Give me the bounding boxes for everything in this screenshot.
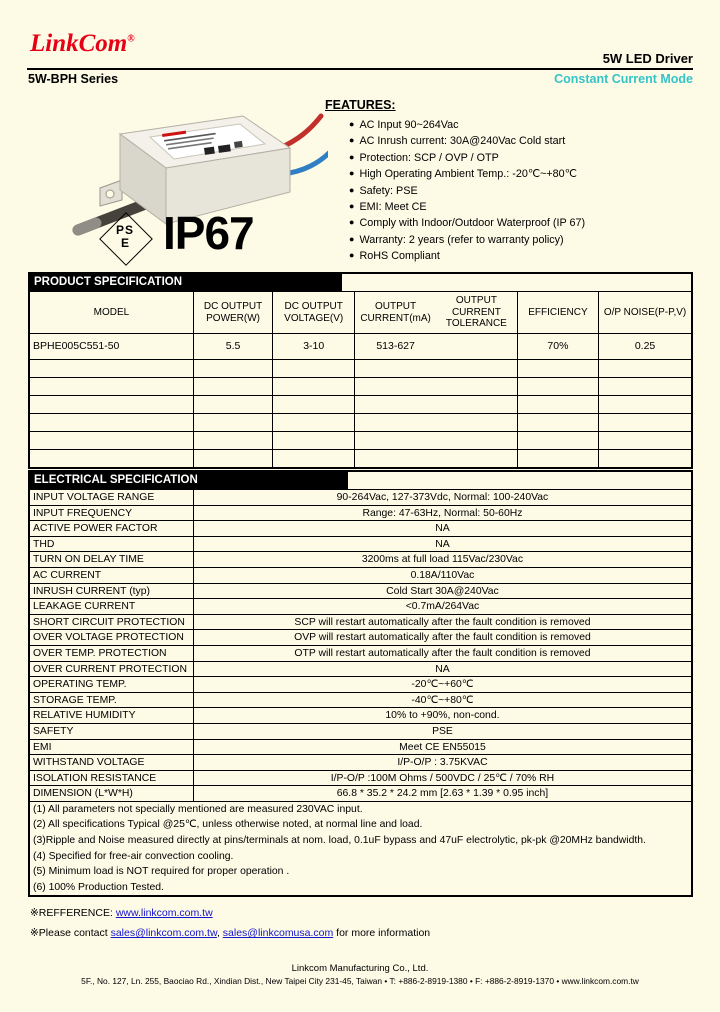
reference-label: ※REFFERENCE: (30, 907, 116, 919)
table-row: RELATIVE HUMIDITY 10% to +90%, non-cond. (30, 707, 691, 723)
features-list (325, 117, 695, 265)
company-name: Linkcom Manufacturing Co., Ltd. (291, 963, 429, 974)
registered-mark: ® (127, 33, 135, 45)
feature-item: ● Safety: PSE (349, 184, 418, 197)
ip67-rating: IP67 (163, 207, 254, 259)
col-header-voltage: DC OUTPUT VOLTAGE(V) (273, 292, 355, 333)
mode-subtitle: Constant Current Mode (554, 72, 693, 86)
website-link[interactable]: www.linkcom.com.tw (115, 907, 213, 919)
bullet-icon: ● (349, 135, 355, 146)
company-address: 5F., No. 127, Ln. 255, Baociao Rd., Xindian Dist., New Taipei City 231-45, Taiwan • T: +886-2-8919-1380 • F: +886-2-8919-1370 • www.linkcom.com.tw (81, 976, 639, 986)
table-row: STORAGE TEMP. -40℃~+80℃ (30, 692, 691, 708)
table-row: AC CURRENT 0.18A/110Vac (30, 567, 691, 583)
feature-item: ● Comply with Indoor/Outdoor Waterproof (IP 67) (349, 217, 586, 230)
note-item: (2) All specifications Typical @25℃, unless otherwise noted, at normal line and load. (33, 819, 423, 831)
empty-table-row (30, 359, 691, 377)
col-header-tolerance: OUTPUT CURRENT TOLERANCE (445, 295, 507, 330)
table-row: OPERATING TEMP. -20℃~+60℃ (30, 676, 691, 692)
notes-section (30, 801, 691, 896)
table-row: OVER CURRENT PROTECTION NA (30, 661, 691, 677)
product-spec-table (28, 272, 693, 469)
cell-current: 513-627 (376, 340, 415, 352)
pse-letter-e: E (120, 236, 129, 250)
cell-power: 5.5 (194, 334, 273, 359)
cell-tolerance (436, 334, 517, 359)
table-row: WITHSTAND VOLTAGE I/P-O/P : 3.75KVAC (30, 754, 691, 770)
reference-line (30, 903, 430, 923)
table-row: SAFETY PSE (30, 723, 691, 739)
bullet-icon: ● (349, 250, 355, 261)
col-header-power: DC OUTPUT POWER(W) (194, 292, 273, 333)
cell-model: BPHE005C551-50 (30, 334, 194, 359)
feature-item: ● AC Inrush current: 30A@240Vac Cold start (349, 135, 566, 148)
product-spec-header-row (30, 291, 691, 333)
note-item: (6) 100% Production Tested. (33, 881, 164, 893)
table-row: OVER TEMP. PROTECTION OTP will restart automatically after the fault condition is removed (30, 645, 691, 661)
note-item: (1) All parameters not specially mentioned are measured 230VAC input. (33, 803, 363, 815)
empty-table-row (30, 377, 691, 395)
brand-text: LinkCom (30, 30, 128, 57)
empty-table-row (30, 449, 691, 467)
table-row: INPUT FREQUENCY Range: 47-63Hz, Normal: 50-60Hz (30, 505, 691, 521)
note-item: (4) Specified for free-air convection cooling. (33, 850, 234, 862)
table-row: INPUT VOLTAGE RANGE 90-264Vac, 127-373Vdc, Normal: 100-240Vac (30, 489, 691, 505)
empty-table-row (30, 431, 691, 449)
cell-current-tolerance (355, 334, 518, 359)
sales-email-link[interactable]: sales@linkcom.com.tw (110, 927, 217, 939)
electrical-spec-table (28, 470, 693, 897)
table-row: THD NA (30, 536, 691, 552)
table-row: INRUSH CURRENT (typ) Cold Start 30A@240Vac (30, 583, 691, 599)
series-title: 5W-BPH Series (28, 72, 119, 86)
col-header-noise: O/P NOISE(P-P,V) (603, 306, 687, 318)
linkcom-logo (30, 30, 135, 58)
bullet-icon: ● (349, 151, 355, 162)
col-header-efficiency: EFFICIENCY (518, 292, 599, 333)
note-item: (5) Minimum load is NOT required for proper operation . (33, 866, 290, 878)
table-row: DIMENSION (L*W*H) 66.8 * 35.2 * 24.2 mm [2.63 * 1.39 * 0.95 inch] (30, 785, 691, 801)
empty-table-row (30, 413, 691, 431)
bullet-icon: ● (349, 168, 355, 179)
cell-voltage: 3-10 (273, 334, 355, 359)
sales-usa-email-link[interactable]: sales@linkcomusa.com (222, 927, 334, 939)
feature-item: ● Protection: SCP / OVP / OTP (349, 151, 499, 164)
empty-table-row (30, 395, 691, 413)
feature-item: ● RoHS Compliant (349, 250, 440, 263)
doc-title: 5W LED Driver (602, 51, 693, 66)
cell-efficiency: 70% (518, 334, 599, 359)
contact-label: ※Please contact (30, 927, 111, 939)
table-row: SHORT CIRCUIT PROTECTION SCP will restart automatically after the fault condition is removed (30, 614, 691, 630)
header-divider (27, 68, 693, 70)
pse-mark (96, 212, 154, 264)
bullet-icon: ● (349, 184, 355, 195)
contact-line: ※Please contact sales@linkcom.com.tw, sales@linkcomusa.com for more information (30, 927, 431, 939)
table-row: ACTIVE POWER FACTOR NA (30, 520, 691, 536)
feature-item: ● EMI: Meet CE (349, 201, 427, 214)
cell-noise: 0.25 (634, 340, 656, 352)
feature-item: ● AC Input 90~264Vac (349, 119, 459, 131)
col-header-current-tolerance (355, 292, 518, 333)
electrical-spec-title: ELECTRICAL SPECIFICATION (30, 472, 348, 489)
table-row: TURN ON DELAY TIME 3200ms at full load 115Vac/230Vac (30, 551, 691, 567)
page-footer (0, 962, 720, 988)
reference-section (30, 903, 430, 943)
table-row: ISOLATION RESISTANCE I/P-O/P :100M Ohms / 500VDC / 25℃ / 70% RH (30, 770, 691, 786)
bullet-icon: ● (349, 119, 355, 129)
feature-item: ● Warranty: 2 years (refer to warranty policy) (349, 233, 564, 246)
note-item: (3)Ripple and Noise measured directly at pins/terminals at nom. load, 0.1uF bypass and 47uF electrolytic, pk-pk @20MHz bandwidth. (33, 835, 646, 847)
bullet-icon: ● (349, 217, 355, 228)
pse-letters-ps: PS (115, 223, 134, 237)
bullet-icon: ● (349, 233, 355, 244)
col-header-model: MODEL (30, 292, 194, 333)
table-row: LEAKAGE CURRENT <0.7mA/264Vac (30, 598, 691, 614)
bullet-icon: ● (349, 201, 355, 212)
table-row (30, 333, 691, 359)
table-row: EMI Meet CE EN55015 (30, 739, 691, 755)
col-header-current: OUTPUT CURRENT(mA) (360, 301, 431, 324)
product-spec-title: PRODUCT SPECIFICATION (30, 274, 342, 291)
features-title: FEATURES: (325, 98, 396, 112)
feature-item: ● High Operating Ambient Temp.: -20℃~+80℃ (349, 168, 577, 181)
table-row: OVER VOLTAGE PROTECTION OVP will restart automatically after the fault condition is removed (30, 629, 691, 645)
features-section (325, 98, 695, 265)
contact-suffix: for more information (333, 927, 431, 939)
